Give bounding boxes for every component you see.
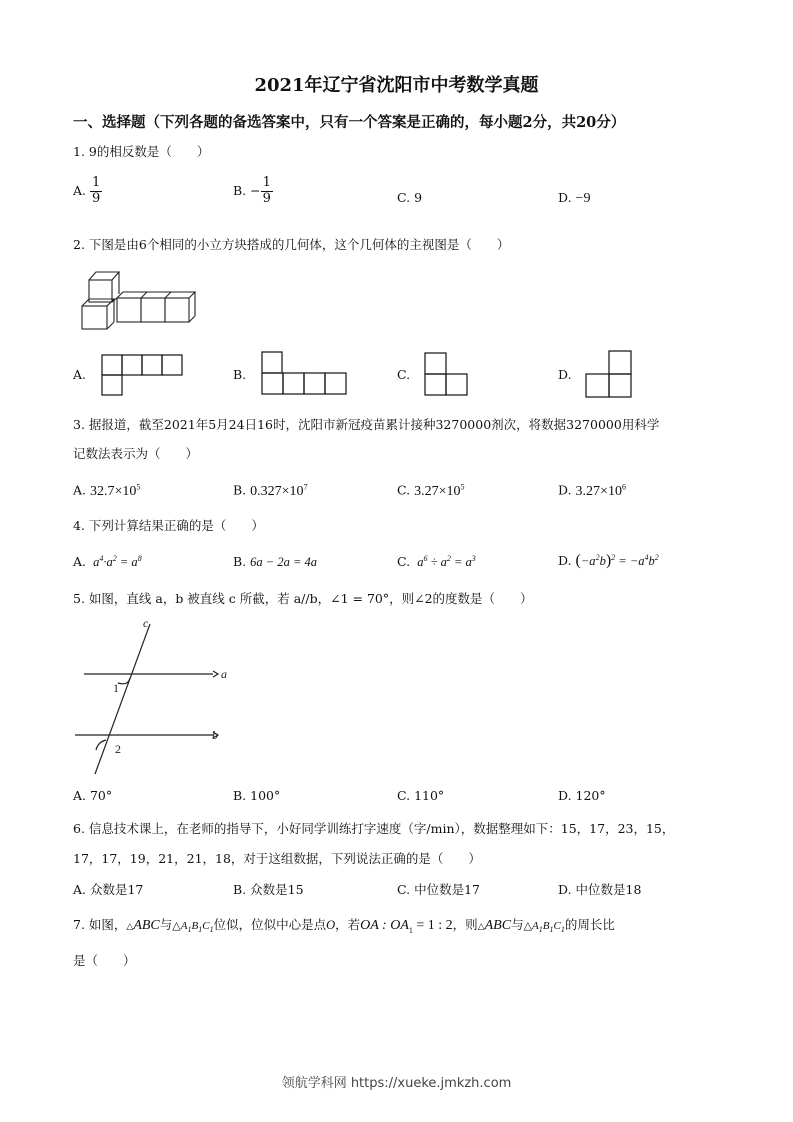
subscript: 1 <box>549 925 554 935</box>
question-7-stem-line2: 是（ ） <box>73 953 136 968</box>
fraction <box>90 176 102 207</box>
q1-option-d <box>558 190 590 207</box>
triangle-icon: △ <box>126 922 134 932</box>
q6-option-d: D. 中位数是18 <box>558 882 642 897</box>
minus-sign: − <box>250 182 261 198</box>
q2-option-a-label: A. <box>73 367 87 382</box>
question-5-stem: 5. 如图，直线 a，b 被直线 c 所截，若 a//b，∠1 = 70°，则∠2的度数是（ ） <box>73 591 533 606</box>
cube-solid-figure <box>76 268 206 332</box>
vertex-b: B <box>542 920 550 932</box>
subscript: 1 <box>560 925 565 935</box>
line-a-label: a <box>221 667 227 681</box>
q1-option-b-label: B. <box>233 182 247 198</box>
q4-option-d-label: D. <box>558 553 572 568</box>
q4-option-b-label: B. <box>233 554 247 569</box>
q4-option-b-expr: 6a − 2a = 4a <box>250 555 318 569</box>
q3-option-a-label: A. <box>73 482 87 498</box>
q6-option-c: C. 中位数是17 <box>397 882 480 897</box>
question-7-stem-line1 <box>73 915 615 935</box>
q3-option-d-value <box>576 484 626 499</box>
q4-option-d-expr: $(-a^2b)^2 = -a^4b^2$ <box>575 552 659 569</box>
q4-option-c-label: C. <box>397 554 411 570</box>
q4-option-c-expr: $a^6 \div a^2 = a^3$ <box>414 554 476 570</box>
base: 0.327×10 <box>250 483 304 499</box>
q3-option-b <box>233 482 308 500</box>
q6-option-a: A. 众数是17 <box>73 882 144 897</box>
q4-option-b <box>233 554 317 570</box>
q2-option-b-figure <box>261 351 349 397</box>
page-title: 2021年辽宁省沈阳市中考数学真题 <box>254 75 539 96</box>
question-1-stem: 1. 9的相反数是（ ） <box>73 144 210 159</box>
q7-text-3: 位似，位似中心是点 <box>213 917 327 932</box>
q3-option-d <box>558 482 626 500</box>
numerator: 1 <box>262 175 271 190</box>
q4-option-a-label: A. <box>73 554 87 570</box>
base: 3.27×10 <box>414 483 461 499</box>
ratio-expr <box>360 918 453 933</box>
section-heading: 一、选择题（下列各题的备选答案中，只有一个答案是正确的，每小题2分，共20分） <box>73 114 626 131</box>
question-3-stem-line1: 3. 据报道，截至2021年5月24日16时，沈阳市新冠疫苗累计接种3270000剂次，将数据3270000用科学 <box>73 417 660 432</box>
denominator: 9 <box>92 190 101 206</box>
q3-option-a <box>73 482 140 500</box>
q7-text-7: 的周长比 <box>564 917 615 932</box>
vertex-c: C <box>553 920 561 932</box>
exponent: 5 <box>460 482 465 491</box>
q1-option-d-label: D. <box>558 190 572 205</box>
subscript: 1 <box>198 925 203 935</box>
q3-option-b-value <box>250 484 307 499</box>
triangle-a1b1c1 <box>180 920 214 935</box>
exponent: 7 <box>303 482 308 491</box>
ratio-rhs: = 1 : 2 <box>412 918 453 933</box>
subscript: 1 <box>538 925 543 935</box>
footer-watermark: 领航学科网 https://xueke.jmkzh.com <box>281 1076 512 1091</box>
q1-option-a-label: A. <box>73 182 87 198</box>
vertex-a: A <box>180 920 188 932</box>
q1-option-c: C. 9 <box>397 190 423 205</box>
subscript: 1 <box>187 925 192 935</box>
exponent: 5 <box>136 482 141 491</box>
triangle-abc: ABC <box>484 918 512 933</box>
q3-option-c-value <box>414 484 464 499</box>
base: 3.27×10 <box>575 483 622 499</box>
question-6-stem-line1: 6. 信息技术课上，在老师的指导下，小好同学训练打字速度（字/min），数据整理如下：15，17，23，15， <box>73 821 675 836</box>
subscript: 1 <box>209 925 214 935</box>
denominator: 9 <box>262 190 271 206</box>
question-6-stem-line2: 17，17，19，21，21，18，对于这组数据，下列说法正确的是（ ） <box>73 851 481 866</box>
base: 32.7×10 <box>90 483 137 499</box>
q7-text-6: 与 <box>511 917 524 932</box>
q7-text-2: 与 <box>159 917 173 932</box>
q1-option-b <box>233 176 273 207</box>
q4-option-d <box>558 552 659 570</box>
vertex-a: A <box>532 920 539 932</box>
q1-option-d-value: −9 <box>575 191 591 206</box>
q5-option-c: C. 110° <box>397 788 445 803</box>
q3-option-a-value <box>90 484 140 499</box>
angle-2-label: 2 <box>115 742 121 756</box>
q2-option-d-figure <box>585 350 635 400</box>
q3-option-d-label: D. <box>558 482 572 498</box>
angle-1-label: 1 <box>113 681 119 695</box>
numerator: 1 <box>92 175 101 190</box>
q3-option-b-label: B. <box>233 482 247 498</box>
q6-option-b: B. 众数是15 <box>233 882 304 897</box>
q5-option-d: D. 120° <box>558 788 606 803</box>
center-o: O <box>326 918 336 932</box>
triangle-abc: ABC <box>133 918 160 933</box>
triangle-icon: △ <box>477 922 485 932</box>
vertex-c: C <box>202 920 210 932</box>
q3-option-c <box>397 482 464 500</box>
q4-option-c <box>397 554 476 570</box>
triangle-a1b1c1 <box>532 920 565 935</box>
q3-option-c-label: C. <box>397 482 411 498</box>
triangle-icon: △ <box>172 919 181 932</box>
fraction <box>261 176 273 207</box>
line-c-label: c <box>143 616 149 630</box>
q2-option-d-label: D. <box>558 367 572 382</box>
q4-option-a-expr: $a^4\cdot a^2 = a^8$ <box>90 554 142 570</box>
q2-option-c-label: C. <box>397 367 411 382</box>
ratio-lhs: OA : OA <box>360 918 409 933</box>
q5-option-a: A. 70° <box>73 788 113 803</box>
question-2-stem: 2. 下图是由6个相同的小立方块搭成的几何体，这个几何体的主视图是（ ） <box>73 237 510 252</box>
q4-option-a <box>73 554 142 570</box>
q2-option-a-figure <box>101 354 187 398</box>
q7-text-4: ，若 <box>335 917 361 932</box>
subscript: 1 <box>408 925 413 935</box>
exponent: 6 <box>621 482 626 491</box>
line-b-label: b <box>212 728 218 742</box>
triangle-icon: △ <box>523 919 533 932</box>
vertex-b: B <box>191 920 199 932</box>
q1-option-a <box>73 176 102 207</box>
q2-option-c-figure <box>424 352 472 398</box>
q7-text-5: ，则 <box>452 917 478 932</box>
q2-option-b-label: B. <box>233 367 247 382</box>
question-4-stem: 4. 下列计算结果正确的是（ ） <box>73 518 264 533</box>
question-3-stem-line2: 记数法表示为（ ） <box>73 446 199 461</box>
q5-option-b: B. 100° <box>233 788 281 803</box>
parallel-lines-figure <box>70 614 240 779</box>
q7-text-1: 7. 如图， <box>73 917 127 932</box>
